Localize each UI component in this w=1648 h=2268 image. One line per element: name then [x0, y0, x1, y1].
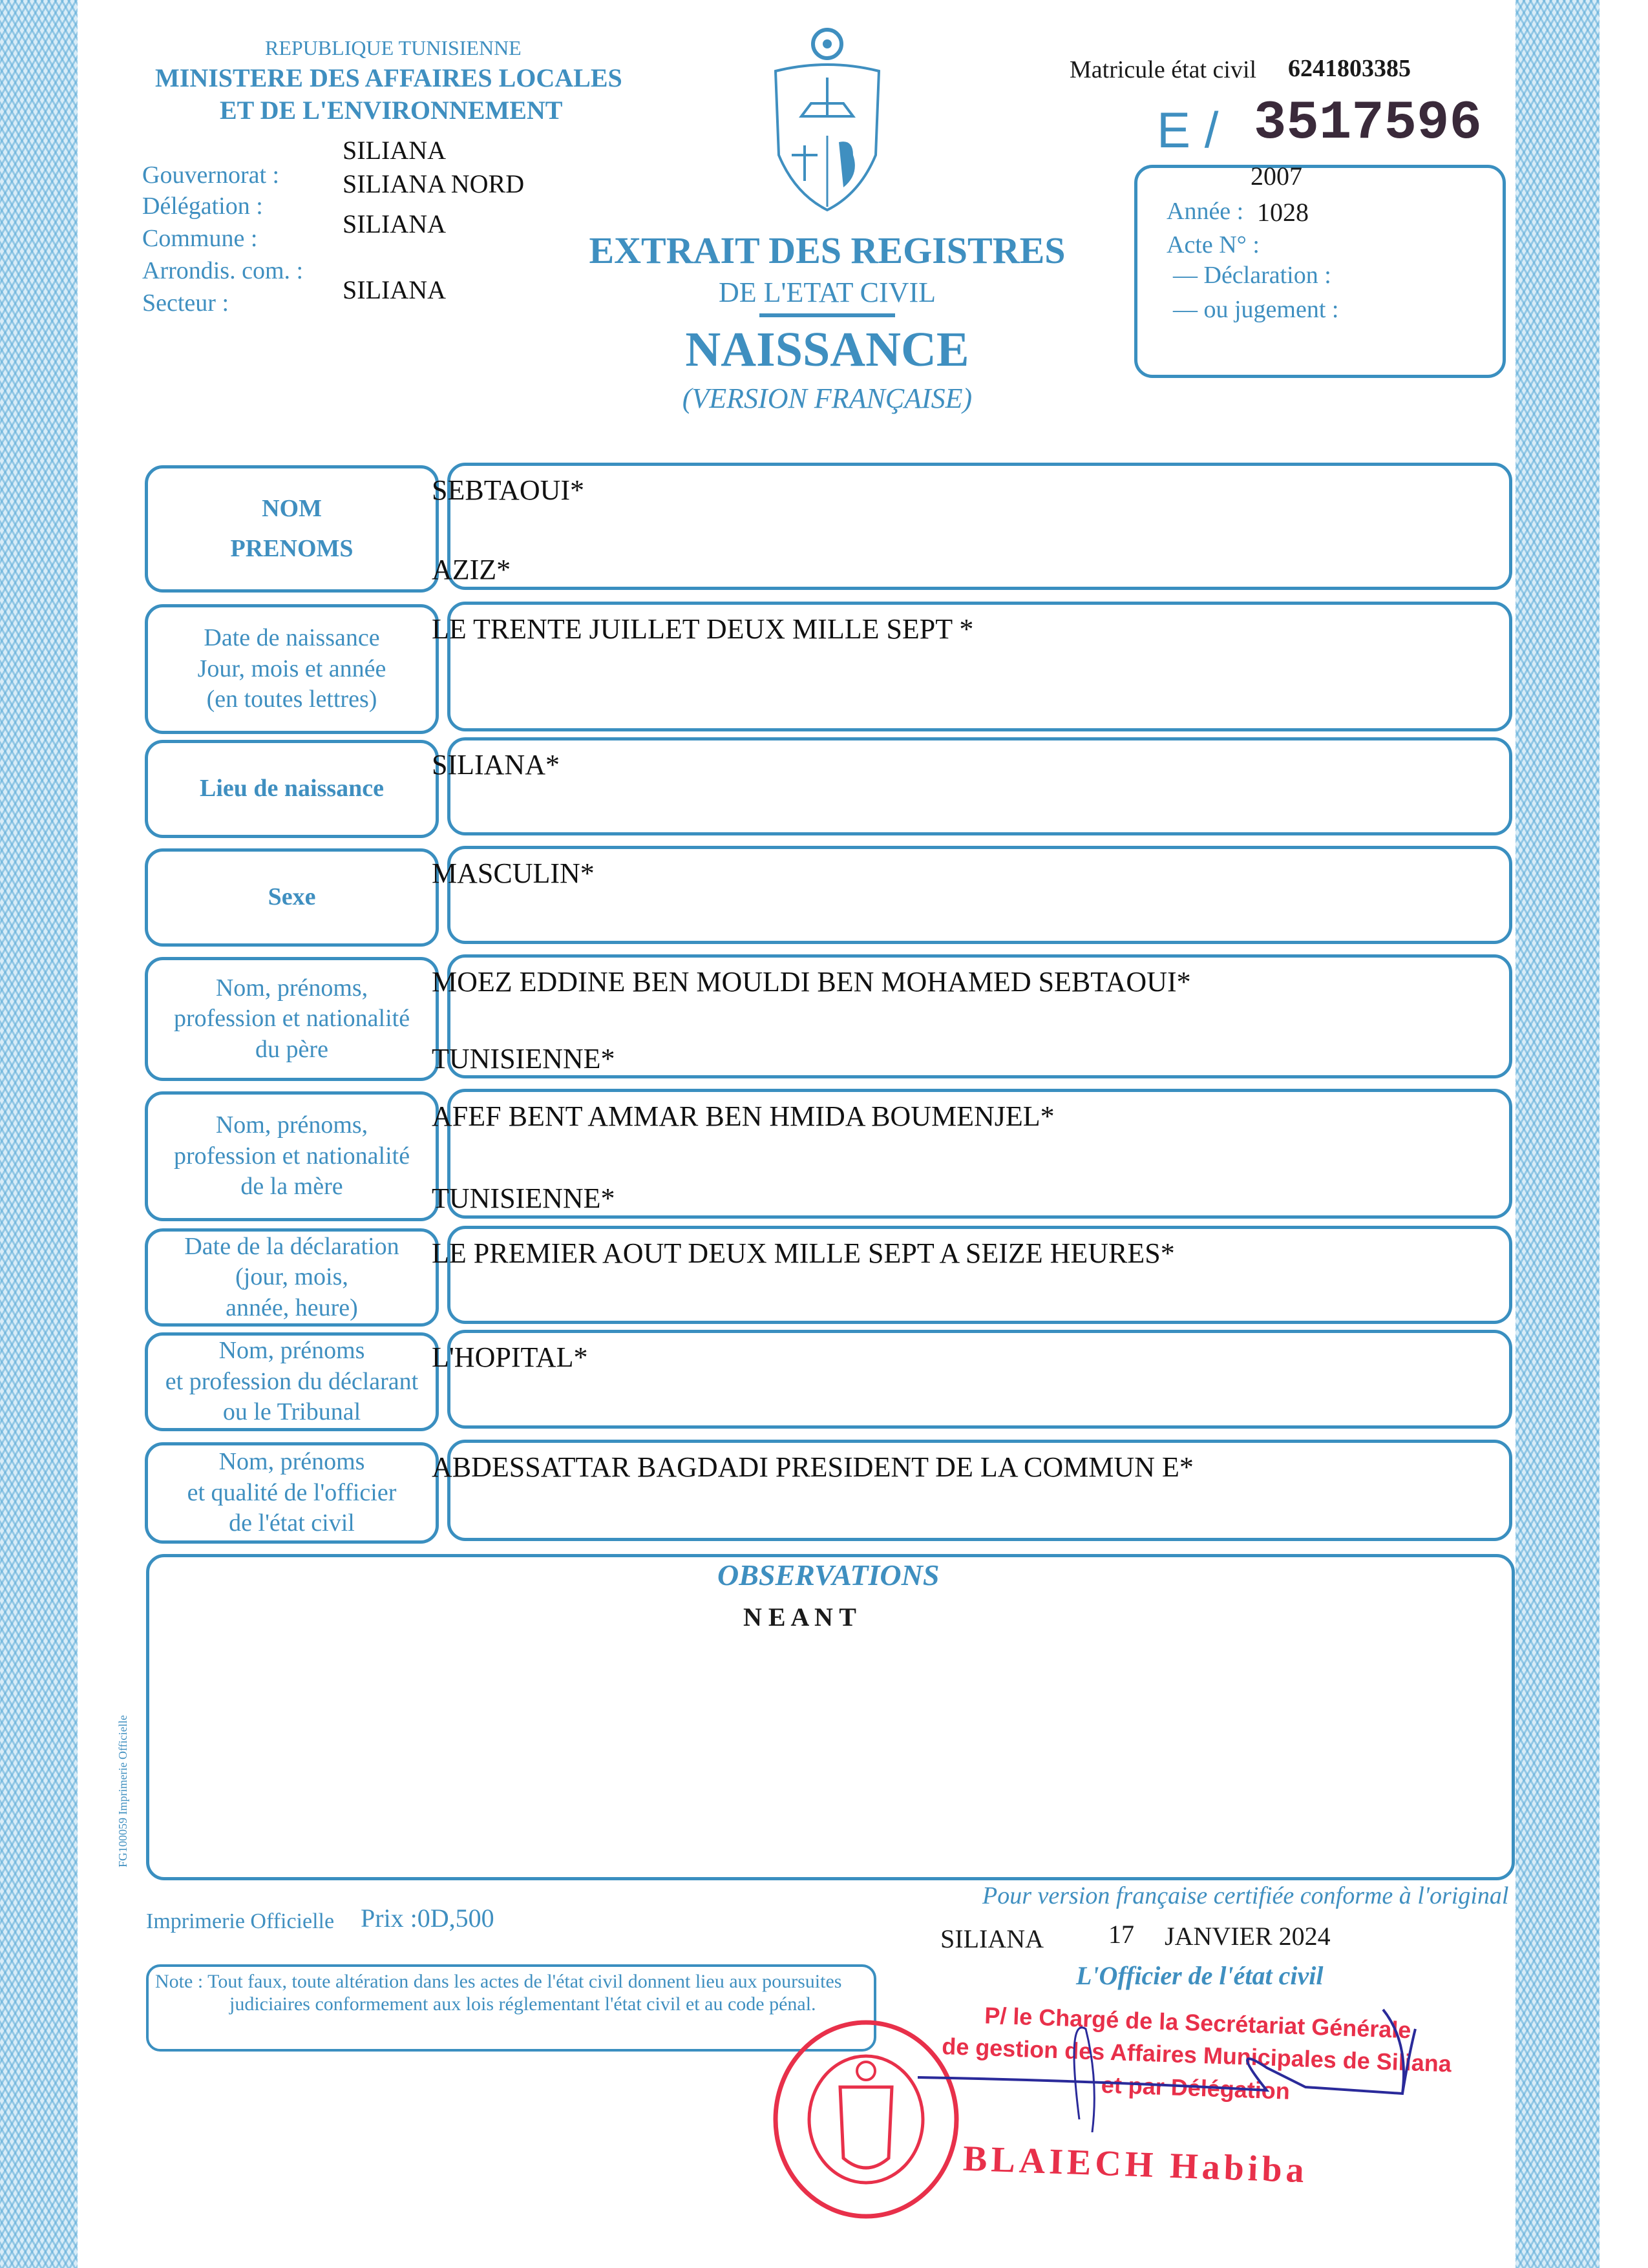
matricule-label: Matricule état civil: [1070, 56, 1257, 83]
price-label: Prix :0D,500: [361, 1904, 494, 1933]
row-value: AZIZ*: [432, 554, 511, 586]
row-label-box: [145, 465, 439, 593]
date-month-year: JANVIER 2024: [1165, 1922, 1331, 1951]
row-label-line: Jour, mois et année: [197, 655, 386, 682]
row-label-box: [145, 848, 439, 947]
row-label-box: [145, 1228, 439, 1327]
right-guilloche-border: [1516, 0, 1600, 2268]
row-label-line: profession et nationalité: [173, 1005, 410, 1033]
row-label-line: de la mère: [240, 1173, 343, 1201]
stamp-line: et par Délégation: [1101, 2071, 1291, 2105]
handwritten-signature: [905, 2003, 1435, 2132]
officer-title: L'Officier de l'état civil: [1076, 1961, 1324, 1990]
title-version: (VERSION FRANÇAISE): [682, 383, 973, 414]
row-value: MASCULIN*: [432, 857, 595, 889]
certified-text: Pour version française certifiée conforme à l'original: [982, 1882, 1509, 1909]
ministry-line2: ET DE L'ENVIRONNEMENT: [220, 96, 563, 125]
row-label-box: [145, 1332, 439, 1431]
row-label-line: profession et nationalité: [173, 1142, 410, 1170]
annee-label: Année :: [1167, 198, 1244, 225]
observations-title: OBSERVATIONS: [717, 1559, 940, 1591]
row-label-line: (jour, mois,: [235, 1263, 348, 1291]
row-value-box: [447, 846, 1512, 944]
row-label-box: [145, 1091, 439, 1221]
tunisia-coat-of-arms-icon: [763, 26, 892, 213]
row-value-box: [447, 1330, 1512, 1429]
row-value-box: [447, 737, 1512, 835]
row-label-line: NOM: [262, 495, 322, 522]
row-label-line: Nom, prénoms: [218, 1448, 365, 1476]
printer-label: Imprimerie Officielle: [146, 1909, 335, 1933]
jugement-label: — ou jugement :: [1173, 296, 1339, 323]
stamp-name: BLAIECH Habiba: [962, 2138, 1309, 2191]
serial-number: 3517596: [1254, 93, 1482, 154]
row-label-line: Date de la déclaration: [184, 1232, 399, 1260]
acte-label: Acte N° :: [1167, 231, 1260, 258]
delegation-value: SILIANA NORD: [343, 169, 525, 198]
row-value: SILIANA*: [432, 749, 560, 781]
gouvernorat-value: SILIANA: [343, 136, 446, 165]
row-label-line: Nom, prénoms,: [215, 1111, 368, 1139]
ministry-line1: MINISTERE DES AFFAIRES LOCALES: [155, 63, 622, 92]
row-value: ABDESSATTAR BAGDADI PRESIDENT DE LA COMMUN E*: [432, 1451, 1194, 1483]
row-label-box: [145, 740, 439, 838]
title-etat-civil: DE L'ETAT CIVIL: [719, 277, 936, 308]
row-label-line: Lieu de naissance: [199, 775, 385, 803]
left-guilloche-border: [0, 0, 78, 2268]
row-label-line: année, heure): [226, 1294, 358, 1321]
row-label-line: du père: [255, 1035, 328, 1063]
side-print-code: FG100059 Imprimerie Officielle: [116, 1715, 129, 1867]
acte-value: 1028: [1257, 198, 1309, 227]
row-value: LE PREMIER AOUT DEUX MILLE SEPT A SEIZE HEURES*: [432, 1237, 1175, 1269]
secteur-label: Secteur :: [142, 289, 229, 317]
row-value: TUNISIENNE*: [432, 1182, 615, 1214]
row-value: SEBTAOUI*: [432, 474, 585, 506]
row-label-line: PRENOMS: [230, 534, 354, 562]
commune-value: SILIANA: [343, 209, 446, 238]
serial-prefix: E /: [1157, 101, 1219, 158]
matricule-value: 6241803385: [1288, 55, 1411, 82]
row-label-line: Nom, prénoms,: [215, 974, 368, 1002]
secteur-value: SILIANA: [343, 275, 446, 304]
row-label-line: et qualité de l'officier: [187, 1478, 397, 1506]
row-label-line: Date de naissance: [204, 624, 380, 652]
row-value: AFEF BENT AMMAR BEN HMIDA BOUMENJEL*: [432, 1100, 1055, 1132]
title-naissance: NAISSANCE: [685, 322, 969, 377]
row-label-line: (en toutes lettres): [206, 686, 377, 713]
row-label-line: et profession du déclarant: [165, 1367, 419, 1395]
row-label-line: de l'état civil: [229, 1509, 355, 1537]
place-value: SILIANA: [940, 1924, 1044, 1953]
note-text: Note : Tout faux, toute altération dans les actes de l'état civil donnent lieu aux poursuites judiciaires conformement aux lois réglementant l'état civil et au code pénal.: [155, 1971, 842, 2015]
republic-label: REPUBLIQUE TUNISIENNE: [265, 36, 522, 59]
declaration-label: — Déclaration :: [1173, 262, 1331, 289]
title-divider: [759, 313, 895, 317]
row-label-line: Sexe: [268, 883, 316, 911]
year-value: 2007: [1251, 162, 1302, 191]
gouvernorat-label: Gouvernorat :: [142, 162, 280, 189]
arrondissement-label: Arrondis. com. :: [142, 257, 304, 284]
stamp-line: P/ le Chargé de la Secrétariat Générale: [984, 2002, 1412, 2044]
commune-label: Commune :: [142, 225, 258, 252]
row-value: L'HOPITAL*: [432, 1341, 588, 1373]
stamp-line: de gestion des Affaires Municipales de Siliana: [941, 2033, 1452, 2077]
date-day: 17: [1108, 1920, 1134, 1949]
row-label-line: ou le Tribunal: [222, 1398, 361, 1426]
row-value: TUNISIENNE*: [432, 1042, 615, 1075]
row-label-box: [145, 604, 439, 734]
observations-value: N E A N T: [743, 1602, 856, 1632]
row-label-line: Nom, prénoms: [218, 1337, 365, 1365]
row-label-box: [145, 957, 439, 1081]
row-label-box: [145, 1442, 439, 1544]
row-value: LE TRENTE JUILLET DEUX MILLE SEPT *: [432, 613, 974, 645]
row-value: MOEZ EDDINE BEN MOULDI BEN MOHAMED SEBTAOUI*: [432, 966, 1191, 998]
delegation-label: Délégation :: [142, 193, 263, 220]
title-extrait: EXTRAIT DES REGISTRES: [589, 229, 1066, 271]
row-value-box: [447, 463, 1512, 590]
